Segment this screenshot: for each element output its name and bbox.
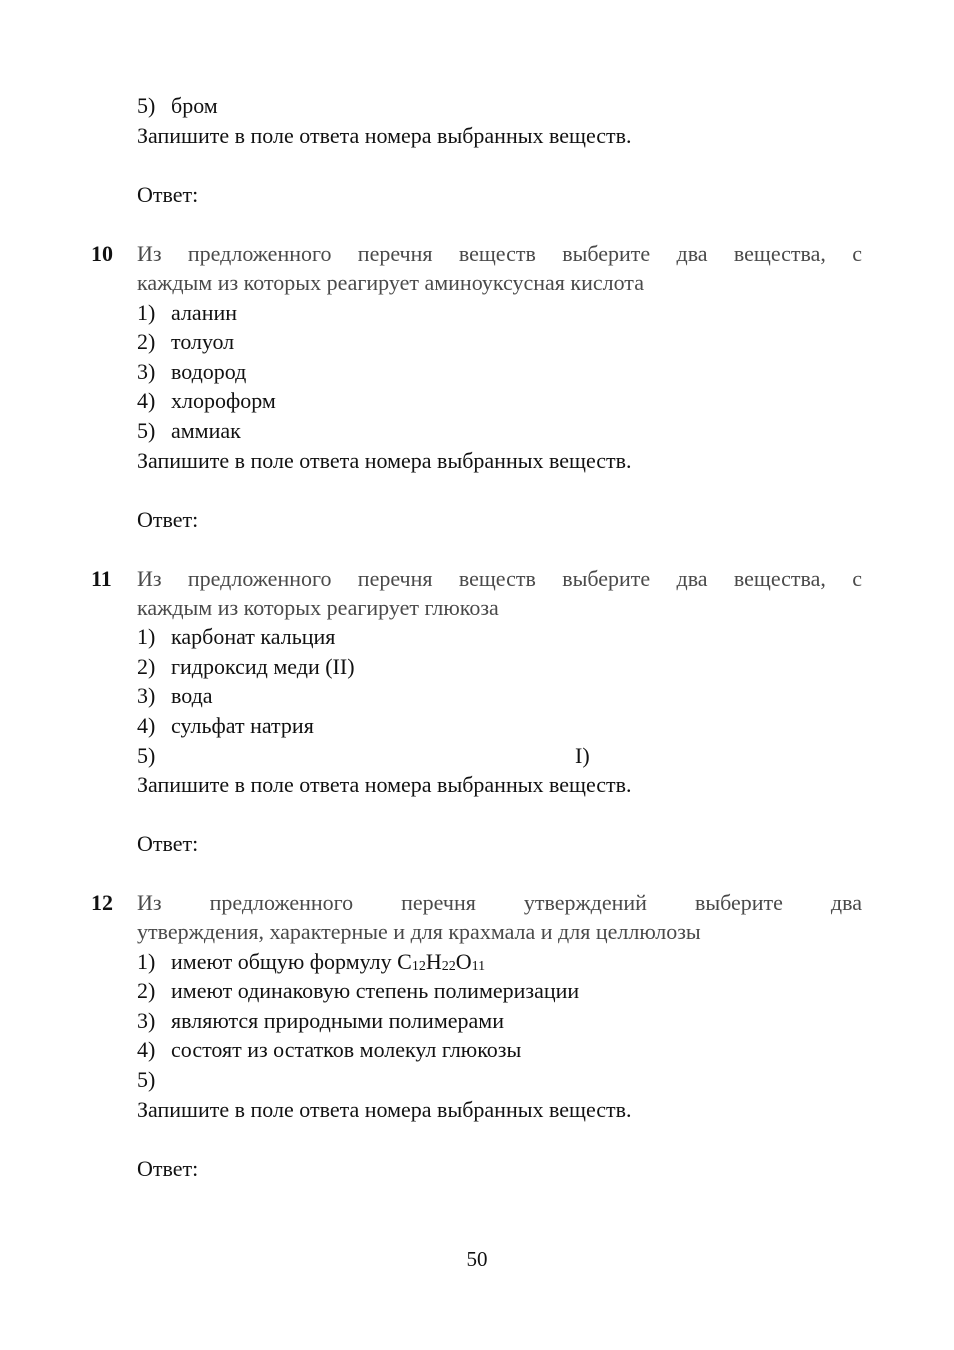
instruction-text: Запишите в поле ответа номера выбранных веществ. xyxy=(137,123,632,148)
instruction-text: Запишите в поле ответа номера выбранных веществ. xyxy=(137,448,632,473)
option-row xyxy=(137,949,485,975)
option-text: вода xyxy=(171,683,213,708)
option-row xyxy=(137,1008,504,1034)
option-text: хлороформ xyxy=(171,388,276,413)
option-text: являются природными полимерами xyxy=(171,1008,504,1033)
option-number: 2) xyxy=(137,654,156,679)
option-row xyxy=(137,743,171,769)
option-text: толуол xyxy=(171,329,235,354)
option-row xyxy=(137,624,335,650)
option-number: 1) xyxy=(137,300,156,325)
question-prompt-continued: утверждения, характерные и для крахмала и для целлюлозы xyxy=(137,919,701,944)
question-prompt-continued: каждым из которых реагирует глюкоза xyxy=(137,595,499,620)
option-row xyxy=(137,300,237,326)
option-row xyxy=(137,1067,171,1093)
option-number: 4) xyxy=(137,1037,156,1062)
option-row xyxy=(137,978,579,1004)
option-row xyxy=(137,388,276,414)
question-number: 12 xyxy=(91,890,113,915)
question-prompt: Из предложенного перечня утверждений выберите два xyxy=(137,890,862,915)
answer-label: Ответ: xyxy=(137,831,199,856)
option-row xyxy=(137,418,241,444)
option-row xyxy=(137,329,234,355)
option-text: имеют одинаковую степень полимеризации xyxy=(171,978,580,1003)
option-number: 5) xyxy=(137,418,156,443)
instruction-text: Запишите в поле ответа номера выбранных веществ. xyxy=(137,772,632,797)
option-text: гидроксид меди (II) xyxy=(171,654,355,679)
question-number: 11 xyxy=(91,566,112,591)
option-number: 3) xyxy=(137,359,156,384)
option-row xyxy=(137,359,246,385)
option-row xyxy=(137,654,355,680)
option-number: 1) xyxy=(137,624,156,649)
chemical-formula: $C_{12}H_{22}O_{11}$ xyxy=(397,949,486,974)
option-number: 3) xyxy=(137,1008,156,1033)
option-text: сульфат натрия xyxy=(171,713,314,738)
option-text: карбонат кальция xyxy=(171,624,336,649)
option-text: бром xyxy=(171,93,218,118)
instruction-text: Запишите в поле ответа номера выбранных веществ. xyxy=(137,1097,632,1122)
option-number: 5) xyxy=(137,1067,156,1092)
option-text: водород xyxy=(171,359,247,384)
answer-label: Ответ: xyxy=(137,1156,199,1181)
option-row xyxy=(137,713,314,739)
question-prompt-continued: каждым из которых реагирует аминоуксусная кислота xyxy=(137,270,644,295)
option-number: 5) xyxy=(137,743,156,768)
answer-label: Ответ: xyxy=(137,507,199,532)
option-number: 2) xyxy=(137,329,156,354)
option-row xyxy=(137,1037,521,1063)
option-text: состоят из остатков молекул глюкозы xyxy=(171,1037,522,1062)
option-text-fragment: I) xyxy=(575,743,590,768)
option-text: аммиак xyxy=(171,418,241,443)
page-number: 50 xyxy=(466,1247,488,1271)
option-number: 3) xyxy=(137,683,156,708)
question-number: 10 xyxy=(91,241,113,266)
question-prompt: Из предложенного перечня веществ выберите два вещества, с xyxy=(137,566,862,591)
option-row xyxy=(137,683,213,709)
option-number: 4) xyxy=(137,388,156,413)
option-number: 2) xyxy=(137,978,156,1003)
option-number: 5) xyxy=(137,93,156,118)
option-text: имеют общую формулу xyxy=(171,949,398,974)
option-row xyxy=(137,93,218,119)
option-text: аланин xyxy=(171,300,238,325)
option-number: 1) xyxy=(137,949,156,974)
option-number: 4) xyxy=(137,713,156,738)
answer-label: Ответ: xyxy=(137,182,199,207)
question-prompt: Из предложенного перечня веществ выберите два вещества, с xyxy=(137,241,862,266)
